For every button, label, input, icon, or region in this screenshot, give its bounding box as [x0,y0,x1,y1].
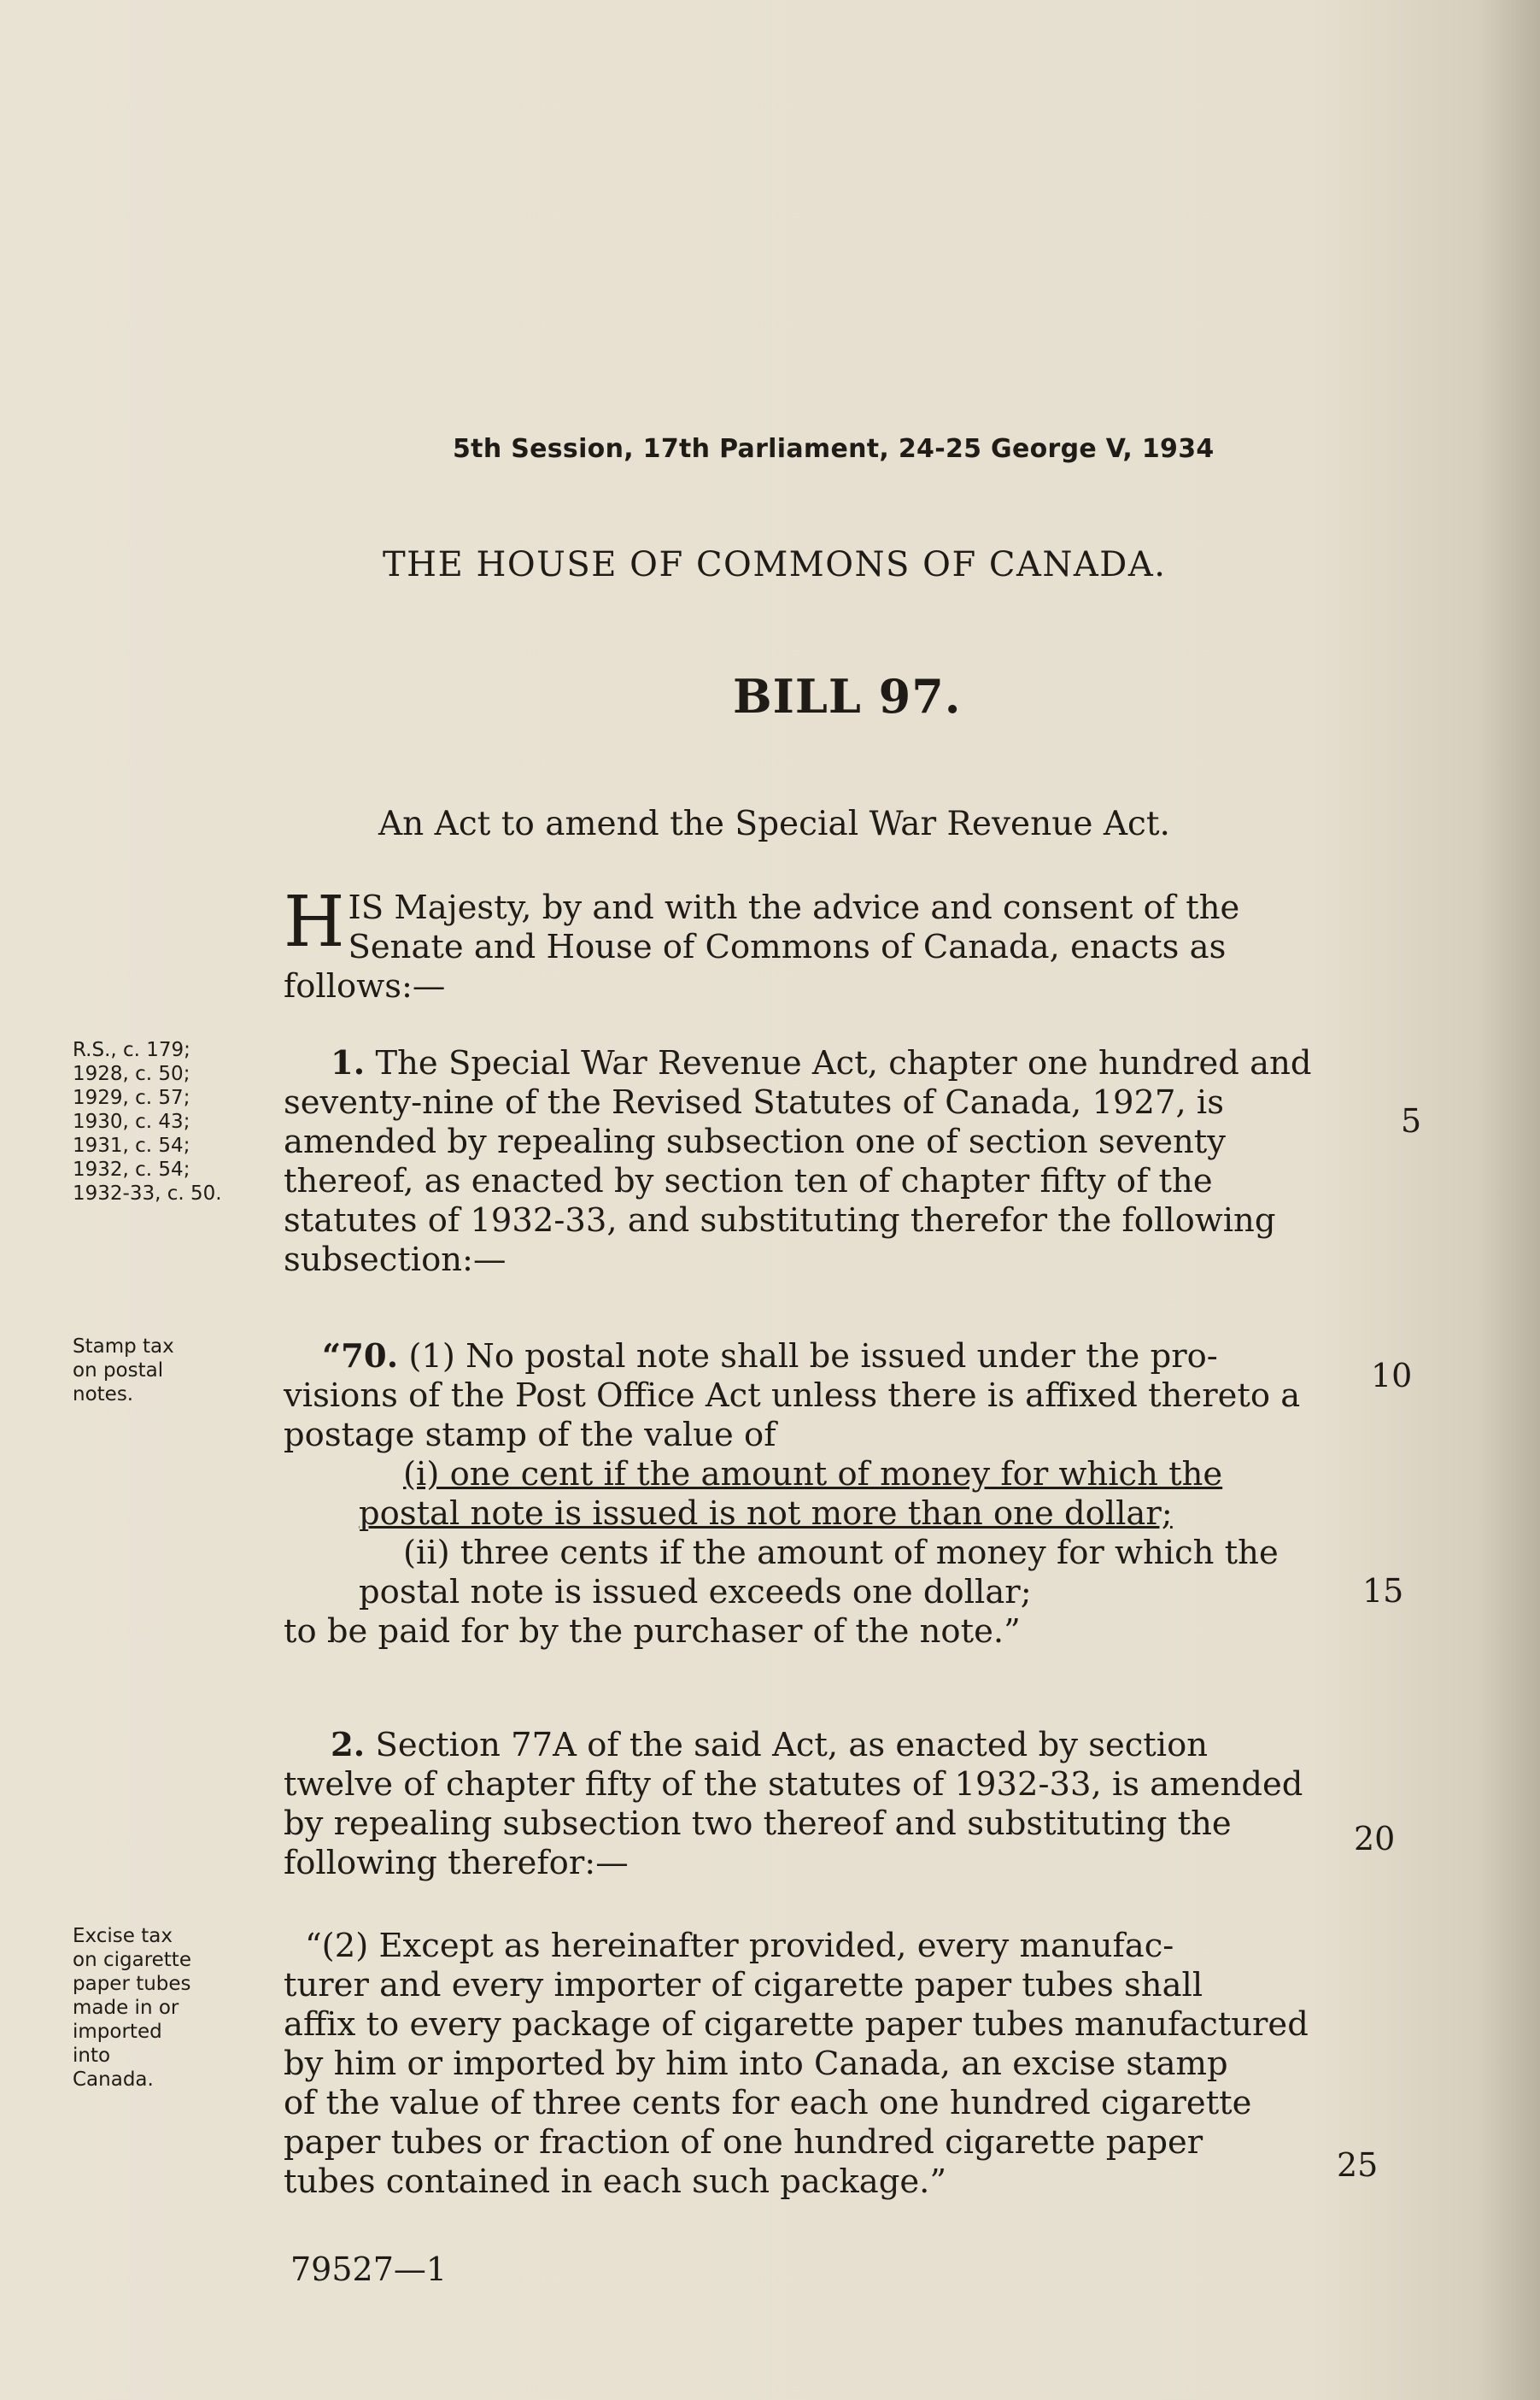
clause-ii-cont: postal note is issued exceeds one dollar; [359,1573,1032,1611]
margin-ref: 1932-33, c. 50. [73,1182,222,1205]
dropcap: H [284,882,345,963]
margin-note-line: imported [73,2021,162,2043]
subsection-2 [284,1927,1368,2202]
section-number: 2. [331,1726,366,1764]
margin-note-line: Canada. [73,2068,154,2091]
clause-i: (i) one cent if the amount of money for which the [403,1455,1223,1493]
section-line: amended by repealing subsection one of section seventy [284,1123,1227,1161]
margin-note-line: on postal [73,1359,164,1382]
margin-note-refs [73,1038,261,1206]
section-2 [284,1726,1368,1883]
subsection-line: affix to every package of cigarette paper tubes manufactured [284,2005,1309,2044]
line-number: 5 [1401,1102,1422,1140]
line-number: 20 [1354,1820,1396,1857]
section-70 [284,1337,1368,1652]
subsection-line: turer and every importer of cigarette paper tubes shall [284,1966,1203,2004]
section-line: postage stamp of the value of [284,1416,776,1454]
subsection-line: “(2) Except as hereinafter provided, every manufac- [305,1927,1174,1965]
section-line: visions of the Post Office Act unless there is affixed thereto a [284,1376,1301,1415]
section-line: Section 77A of the said Act, as enacted by section [375,1726,1209,1764]
line-number: 10 [1371,1357,1413,1394]
preamble [284,882,1368,1006]
margin-note-line: notes. [73,1383,134,1405]
margin-note-line: Stamp tax [73,1335,174,1358]
subsection-line: of the value of three cents for each one hundred cigarette [284,2084,1252,2122]
print-number: 79527—1 [290,2250,448,2288]
margin-ref: 1928, c. 50; [73,1063,190,1085]
margin-note-line: paper tubes [73,1973,191,1995]
margin-ref: 1931, c. 54; [73,1135,190,1157]
section-1 [284,1044,1368,1280]
clause-ii: (ii) three cents if the amount of money for which the [403,1534,1279,1572]
subsection-line: paper tubes or fraction of one hundred cigarette paper [284,2123,1203,2162]
margin-note-stamp-tax [73,1335,261,1406]
margin-note-line: on cigarette [73,1949,191,1971]
bill-number: BILL 97. [733,669,962,724]
margin-ref: R.S., c. 179; [73,1039,190,1061]
clause-i-cont: postal note is issued is not more than one dollar; [359,1494,1173,1533]
section-line: twelve of chapter fifty of the statutes of 1932-33, is amended [284,1765,1303,1804]
section-line: subsection:— [284,1241,507,1279]
margin-note-excise-tax [73,1924,261,2092]
margin-ref: 1932, c. 54; [73,1159,190,1181]
line-number: 15 [1362,1572,1404,1610]
section-line: statutes of 1932-33, and substituting therefor the following [284,1201,1276,1240]
margin-ref: 1930, c. 43; [73,1111,190,1133]
line-number: 25 [1337,2146,1379,2184]
bill-title: An Act to amend the Special War Revenue Act. [378,805,1170,843]
section-line: by repealing subsection two thereof and substituting the [284,1804,1232,1843]
margin-note-line: made in or [73,1997,179,2019]
section-number: 1. [331,1044,366,1083]
margin-note-line: Excise tax [73,1925,173,1947]
preamble-line: follows:— [284,967,446,1006]
section-line: The Special War Revenue Act, chapter one hundred and [375,1044,1312,1083]
section-line: seventy-nine of the Revised Statutes of Canada, 1927, is [284,1083,1224,1122]
section-number: “70. [322,1337,399,1376]
session-line: 5th Session, 17th Parliament, 24-25 George V, 1934 [453,434,1215,464]
subsection-line: tubes contained in each such package.” [284,2162,947,2201]
preamble-line: IS Majesty, by and with the advice and consent of the [348,889,1240,927]
margin-ref: 1929, c. 57; [73,1087,190,1109]
section-line: thereof, as enacted by section ten of chapter fifty of the [284,1162,1213,1200]
preamble-line: Senate and House of Commons of Canada, enacts as [348,928,1227,966]
margin-note-line: into [73,2045,111,2067]
subsection-line: by him or imported by him into Canada, an excise stamp [284,2045,1228,2083]
section-line: (1) No postal note shall be issued under the pro- [408,1337,1218,1376]
house-heading: THE HOUSE OF COMMONS OF CANADA. [383,545,1167,584]
section-line: to be paid for by the purchaser of the note.” [284,1612,1021,1651]
section-line: following therefor:— [284,1844,629,1882]
